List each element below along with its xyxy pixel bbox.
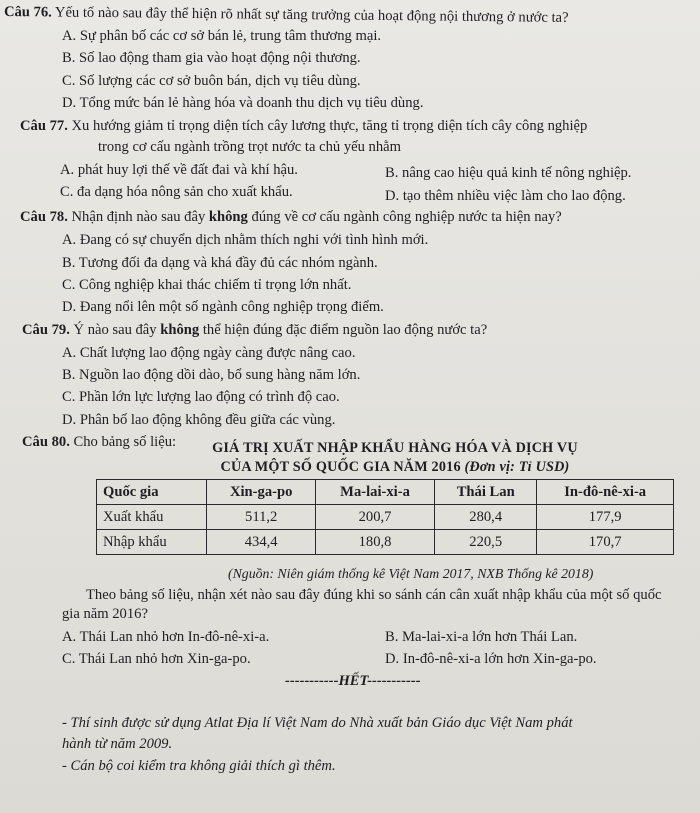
q79-stem-post: thể hiện đúng đặc điểm nguồn lao động nước ta? <box>202 322 488 338</box>
q76-label: Câu 76. <box>3 4 52 21</box>
q76-option-c: C. Số lượng các cơ sở buôn bán, dịch vụ tiêu dùng. <box>62 73 361 89</box>
table-cell: Xuất khẩu <box>97 505 207 530</box>
q77-stem <box>20 117 587 135</box>
q79-option-b: B. Nguồn lao động dồi dào, bổ sung hàng năm lớn. <box>62 367 361 383</box>
table-header-cell: Xin-ga-po <box>207 480 316 505</box>
q80-option-b: B. Ma-lai-xi-a lớn hơn Thái Lan. <box>385 629 578 645</box>
q76-stem-text: Yếu tố nào sau đây thể hiện rõ nhất sự tăng trưởng của hoạt động nội thương ở nước ta? <box>54 4 569 26</box>
table-title-line1: GIÁ TRỊ XUẤT NHẬP KHẨU HÀNG HÓA VÀ DỊCH VỤ <box>212 440 578 456</box>
q78-option-c: C. Công nghiệp khai thác chiếm tỉ trọng lớn nhất. <box>62 277 352 293</box>
note-proctor: - Cán bộ coi kiểm tra không giải thích gì thêm. <box>62 758 336 774</box>
q79-option-a: A. Chất lượng lao động ngày càng được nâng cao. <box>62 345 356 361</box>
q77-option-d: D. tạo thêm nhiều việc làm cho lao động. <box>385 188 626 204</box>
q79-option-d: D. Phân bố lao động không đều giữa các vùng. <box>62 412 336 428</box>
q79-label: Câu 79. <box>22 322 70 338</box>
q80-stem-text: Cho bảng số liệu: <box>73 434 177 450</box>
table-header-cell: In-đô-nê-xi-a <box>537 480 674 505</box>
q79-stem-bold: không <box>160 322 200 338</box>
table-cell: 280,4 <box>435 505 537 530</box>
table-title-line2 <box>0 458 700 476</box>
end-mark: -----------HẾT----------- <box>285 673 421 689</box>
note-atlas-line2: hành từ năm 2009. <box>62 736 173 752</box>
table-cell: Nhập khẩu <box>97 530 207 555</box>
q77-label: Câu 77. <box>20 118 68 134</box>
table-title-main: CỦA MỘT SỐ QUỐC GIA NĂM 2016 <box>220 459 461 475</box>
q78-stem-pre: Nhận định nào sau đây <box>71 209 206 225</box>
q76-option-b: B. Số lao động tham gia vào hoạt động nội thương. <box>62 50 361 66</box>
q77-option-b: B. nâng cao hiệu quả kinh tế nông nghiệp. <box>385 165 632 181</box>
q76-option-a: A. Sự phân bố các cơ sở bán lẻ, trung tâm thương mại. <box>62 28 382 44</box>
q78-option-d: D. Đang nổi lên một số ngành công nghiệp trọng điểm. <box>62 299 384 315</box>
table-cell: 180,8 <box>315 530 434 555</box>
q78-stem <box>20 208 562 226</box>
note-atlas-line1: - Thí sinh được sử dụng Atlat Địa lí Việt Nam do Nhà xuất bản Giáo dục Việt Nam phát <box>62 715 573 731</box>
q80-option-c: C. Thái Lan nhỏ hơn Xin-ga-po. <box>62 651 251 667</box>
table-cell: 511,2 <box>207 505 316 530</box>
table-cell: 200,7 <box>315 505 434 530</box>
table-unit: (Đơn vị: Tỉ USD) <box>464 459 570 475</box>
q78-option-a: A. Đang có sự chuyển dịch nhằm thích nghi với tình hình mới. <box>62 232 429 248</box>
q78-label: Câu 78. <box>20 209 68 225</box>
q77-option-a: A. phát huy lợi thế về đất đai và khí hậu. <box>60 162 298 178</box>
q80-label: Câu 80. <box>22 434 70 450</box>
table-header-row <box>97 480 674 505</box>
table-cell: 170,7 <box>537 530 674 555</box>
table-row <box>97 505 674 530</box>
table-cell: 434,4 <box>207 530 316 555</box>
q77-option-c: C. đa dạng hóa nông sản cho xuất khẩu. <box>60 184 293 200</box>
table-header-cell: Quốc gia <box>97 480 207 505</box>
q79-stem-pre: Ý nào sau đây <box>73 322 157 338</box>
q80-option-d: D. In-đô-nê-xi-a lớn hơn Xin-ga-po. <box>385 651 597 667</box>
table-cell: 220,5 <box>435 530 537 555</box>
table-header-cell: Ma-lai-xi-a <box>315 480 434 505</box>
q79-option-c: C. Phần lớn lực lượng lao động có trình độ cao. <box>62 389 340 405</box>
q78-stem-bold: không <box>208 209 248 225</box>
q80-prompt-line2: gia năm 2016? <box>62 606 148 622</box>
table-cell: 177,9 <box>537 505 674 530</box>
table-source: (Nguồn: Niên giám thống kê Việt Nam 2017, NXB Thống kê 2018) <box>228 566 594 581</box>
q76-option-d: D. Tổng mức bán lẻ hàng hóa và doanh thu dịch vụ tiêu dùng. <box>62 95 424 111</box>
q78-option-b: B. Tương đối đa dạng và khá đầy đủ các nhóm ngành. <box>62 255 378 271</box>
q76-stem <box>4 3 569 27</box>
q78-stem-post: đúng về cơ cấu ngành công nghiệp nước ta hiện nay? <box>251 209 562 225</box>
q77-stem-text: Xu hướng giảm tỉ trọng diện tích cây lương thực, tăng tỉ trọng diện tích cây công nghiệp <box>71 118 588 134</box>
export-import-table <box>96 479 674 555</box>
q80-option-a: A. Thái Lan nhỏ hơn In-đô-nê-xi-a. <box>62 629 270 645</box>
q77-stem-line2: trong cơ cấu ngành trồng trọt nước ta chủ yếu nhằm <box>98 139 401 155</box>
table-row <box>97 530 674 555</box>
q80-prompt-line1: Theo bảng số liệu, nhận xét nào sau đây đúng khi so sánh cán cân xuất nhập khẩu của một số quốc <box>86 587 662 603</box>
q79-stem <box>22 321 487 339</box>
table-header-cell: Thái Lan <box>435 480 537 505</box>
